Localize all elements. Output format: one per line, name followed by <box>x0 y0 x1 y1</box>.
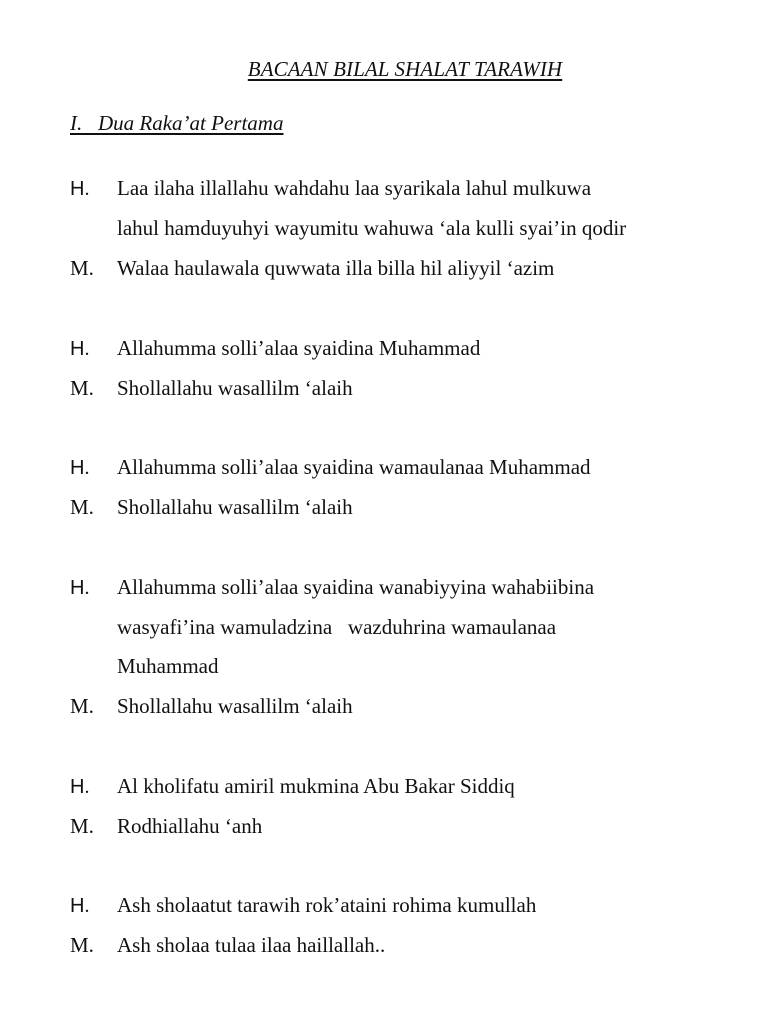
m-text: Shollallahu wasallilm ‘alaih <box>117 376 353 400</box>
m-text: Walaa haulawala quwwata illa billa hil aliyyil ‘azim <box>117 256 555 280</box>
m-marker: M. <box>70 256 94 280</box>
m-marker: M. <box>70 376 94 400</box>
m-line <box>70 376 353 400</box>
h-text: Allahumma solli’alaa syaidina Muhammad <box>117 336 481 360</box>
h-continuation: lahul hamduyuhyi wayumitu wahuwa ‘ala kulli syai’in qodir <box>117 216 627 240</box>
m-marker: M. <box>70 814 94 838</box>
h-text: Allahumma solli’alaa syaidina wamaulanaa Muhammad <box>117 455 591 479</box>
h-line <box>70 575 594 600</box>
h-text: Laa ilaha illallahu wahdahu laa syarikala lahul mulkuwa <box>117 176 592 200</box>
h-line <box>70 455 591 480</box>
m-line <box>70 694 353 718</box>
h-marker: H. <box>70 178 90 200</box>
m-line <box>70 933 385 957</box>
h-line <box>70 336 480 361</box>
h-marker: H. <box>70 338 90 360</box>
h-text: Ash sholaatut tarawih rok’ataini rohima kumullah <box>117 893 537 917</box>
m-text: Rodhiallahu ‘anh <box>117 814 263 838</box>
h-line <box>70 893 536 918</box>
h-marker: H. <box>70 895 90 917</box>
h-marker: H. <box>70 776 90 798</box>
m-marker: M. <box>70 933 94 957</box>
h-text: Al kholifatu amiril mukmina Abu Bakar Siddiq <box>117 774 515 798</box>
m-text: Shollallahu wasallilm ‘alaih <box>117 495 353 519</box>
m-text: Shollallahu wasallilm ‘alaih <box>117 694 353 718</box>
h-continuation: wasyafi’ina wamuladzina wazduhrina wamaulanaa <box>117 615 557 639</box>
m-line <box>70 256 554 280</box>
m-line <box>70 814 262 838</box>
h-text: Allahumma solli’alaa syaidina wanabiyyina wahabiibina <box>117 575 595 599</box>
m-text: Ash sholaa tulaa ilaa haillallah.. <box>117 933 386 957</box>
m-marker: M. <box>70 495 94 519</box>
h-continuation: Muhammad <box>117 654 219 678</box>
section-heading: I. Dua Raka’at Pertama <box>70 111 284 135</box>
m-line <box>70 495 353 519</box>
h-marker: H. <box>70 457 90 479</box>
m-marker: M. <box>70 694 94 718</box>
h-marker: H. <box>70 577 90 599</box>
h-line <box>70 176 591 201</box>
document-title: BACAAN BILAL SHALAT TARAWIH <box>247 57 563 81</box>
h-line <box>70 774 515 799</box>
